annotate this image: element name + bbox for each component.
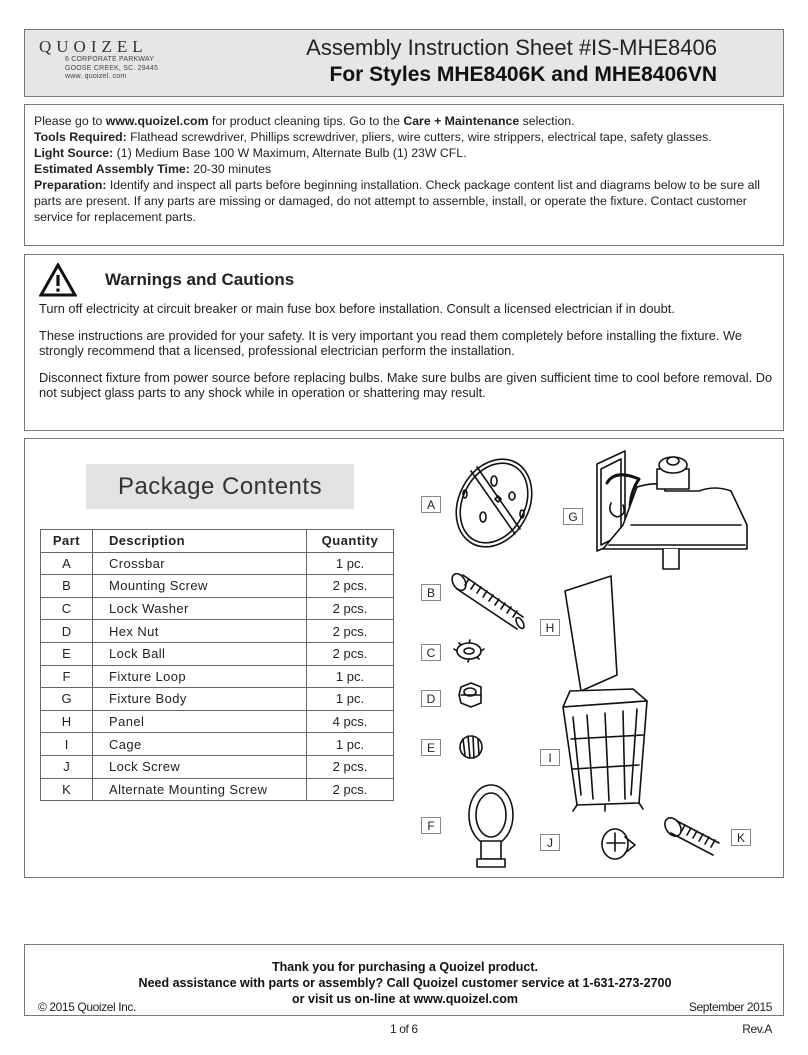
cell-quantity: 1 pc. <box>307 688 394 711</box>
fixture-body-drawing <box>597 451 747 569</box>
fixture-loop-drawing <box>469 785 513 867</box>
part-label-f: F <box>421 817 441 834</box>
cell-description: Lock Washer <box>93 597 307 620</box>
light-text: (1) Medium Base 100 W Maximum, Alternate Bulb (1) 23W CFL. <box>113 146 467 160</box>
part-label-i: I <box>540 749 560 766</box>
cell-description: Hex Nut <box>93 620 307 643</box>
cell-description: Mounting Screw <box>93 575 307 598</box>
cell-description: Lock Screw <box>93 755 307 778</box>
care-text: selection. <box>519 114 575 128</box>
website-link[interactable]: www.quoizel.com <box>105 114 209 128</box>
hex-nut-drawing <box>459 683 481 707</box>
cell-quantity: 2 pcs. <box>307 620 394 643</box>
tools-label: Tools Required: <box>34 130 127 144</box>
cell-quantity: 2 pcs. <box>307 575 394 598</box>
cell-part: A <box>41 552 93 575</box>
cell-part: H <box>41 710 93 733</box>
cell-quantity: 4 pcs. <box>307 710 394 733</box>
care-paragraph <box>34 113 771 129</box>
website-line: www. quoizel. com <box>65 73 127 80</box>
revision-label: Rev.A <box>742 1022 772 1036</box>
website-line: or visit us on-line at www.quoizel.com <box>292 992 518 1006</box>
lock-washer-drawing <box>454 640 484 662</box>
parts-illustration <box>25 439 783 877</box>
cell-description: Fixture Body <box>93 688 307 711</box>
cell-quantity: 1 pc. <box>307 733 394 756</box>
cell-quantity: 2 pcs. <box>307 778 394 801</box>
column-header-quantity: Quantity <box>307 530 394 553</box>
time-label: Estimated Assembly Time: <box>34 162 190 176</box>
part-label-h: H <box>540 619 560 636</box>
warnings-header <box>39 255 773 301</box>
tools-text: Flathead screwdriver, Phillips screwdriver, pliers, wire cutters, wire strippers, electrical tape, safety glasses. <box>126 130 712 144</box>
copyright: © 2015 Quoizel Inc. <box>38 1000 136 1014</box>
warning-paragraph: These instructions are provided for your safety. It is very important you read them completely before installing the fixture. We strongly recommend that a licensed, professional electrician perform the installation. <box>39 327 742 359</box>
thanks-line: Thank you for purchasing a Quoizel product. <box>272 960 538 974</box>
warning-paragraph: Turn off electricity at circuit breaker or main fuse box before installation. Consult a licensed electrician if in doubt. <box>39 301 675 316</box>
panel-drawing <box>565 576 617 691</box>
cell-description: Crossbar <box>93 552 307 575</box>
crossbar-drawing <box>442 446 547 560</box>
cell-quantity: 1 pc. <box>307 665 394 688</box>
care-text: Please go to <box>34 114 106 128</box>
lock-ball-drawing <box>460 736 482 758</box>
warning-paragraph: Disconnect fixture from power source before replacing bulbs. Make sure bulbs are given sufficient time to cool before removal. Do not subject glass parts to any shock while in operation or shattering may result. <box>39 369 773 401</box>
document-title: Assembly Instruction Sheet #IS-MHE8406 <box>306 35 717 60</box>
cell-part: G <box>41 688 93 711</box>
part-label-e: E <box>421 739 441 756</box>
cell-description: Alternate Mounting Screw <box>93 778 307 801</box>
cell-description: Cage <box>93 733 307 756</box>
brand-name: QUOIZEL <box>39 37 148 56</box>
care-maintenance-label: Care + Maintenance <box>403 114 520 128</box>
cell-part: F <box>41 665 93 688</box>
cell-part: B <box>41 575 93 598</box>
time-paragraph <box>34 161 771 177</box>
header <box>24 29 784 97</box>
cell-quantity: 2 pcs. <box>307 597 394 620</box>
address-line: GOOSE CREEK, SC. 29445 <box>65 64 159 72</box>
warnings-section <box>24 254 784 431</box>
cell-part: D <box>41 620 93 643</box>
package-contents-title: Package Contents <box>86 464 354 509</box>
care-text: for product cleaning tips. Go to the <box>208 114 404 128</box>
part-label-d: D <box>421 690 441 707</box>
address-line: 6 CORPORATE PARKWAY <box>65 56 155 63</box>
assistance-line: Need assistance with parts or assembly? Call Quoizel customer service at 1-631-273-2700 <box>138 976 672 990</box>
part-label-c: C <box>421 644 441 661</box>
prep-label: Preparation: <box>34 178 107 192</box>
column-header-part: Part <box>41 530 93 553</box>
footer-box <box>24 944 784 1016</box>
document-subtitle: For Styles MHE8406K and MHE8406VN <box>329 63 717 86</box>
part-label-j: J <box>540 834 560 851</box>
alternate-mounting-screw-drawing <box>662 815 719 855</box>
intro-section <box>24 104 784 246</box>
cell-part: C <box>41 597 93 620</box>
cell-quantity: 1 pc. <box>307 552 394 575</box>
cell-part: J <box>41 755 93 778</box>
cell-description: Fixture Loop <box>93 665 307 688</box>
lock-screw-drawing <box>602 829 635 859</box>
cell-description: Lock Ball <box>93 642 307 665</box>
cell-part: I <box>41 733 93 756</box>
cell-part: E <box>41 642 93 665</box>
prep-paragraph <box>34 177 771 225</box>
cell-quantity: 2 pcs. <box>307 755 394 778</box>
part-label-a: A <box>421 496 441 513</box>
revision-date: September 2015 <box>688 1000 772 1014</box>
cage-drawing <box>563 689 647 811</box>
light-paragraph <box>34 145 771 161</box>
part-label-k: K <box>731 829 751 846</box>
time-text: 20-30 minutes <box>189 162 272 176</box>
thanks-message <box>25 959 785 1007</box>
cell-quantity: 2 pcs. <box>307 642 394 665</box>
tools-paragraph <box>34 129 771 145</box>
prep-text: Identify and inspect all parts before beginning installation. Check package content list and diagrams below to be sure all parts are present. If any parts are missing or damaged, do not attempt to assemble, install, or operate the fixture. Contact customer service for replacement parts. <box>34 178 760 224</box>
cell-part: K <box>41 778 93 801</box>
mounting-screw-drawing <box>449 571 525 629</box>
column-header-description: Description <box>93 530 307 553</box>
page-number: 1 of 6 <box>390 1022 418 1036</box>
part-label-b: B <box>421 584 441 601</box>
part-label-g: G <box>563 508 583 525</box>
package-contents-section <box>24 438 784 878</box>
quoizel-logo <box>39 38 199 82</box>
warnings-title: Warnings and Cautions <box>105 270 295 289</box>
light-label: Light Source: <box>34 146 114 160</box>
cell-description: Panel <box>93 710 307 733</box>
warning-triangle-icon <box>39 263 77 297</box>
